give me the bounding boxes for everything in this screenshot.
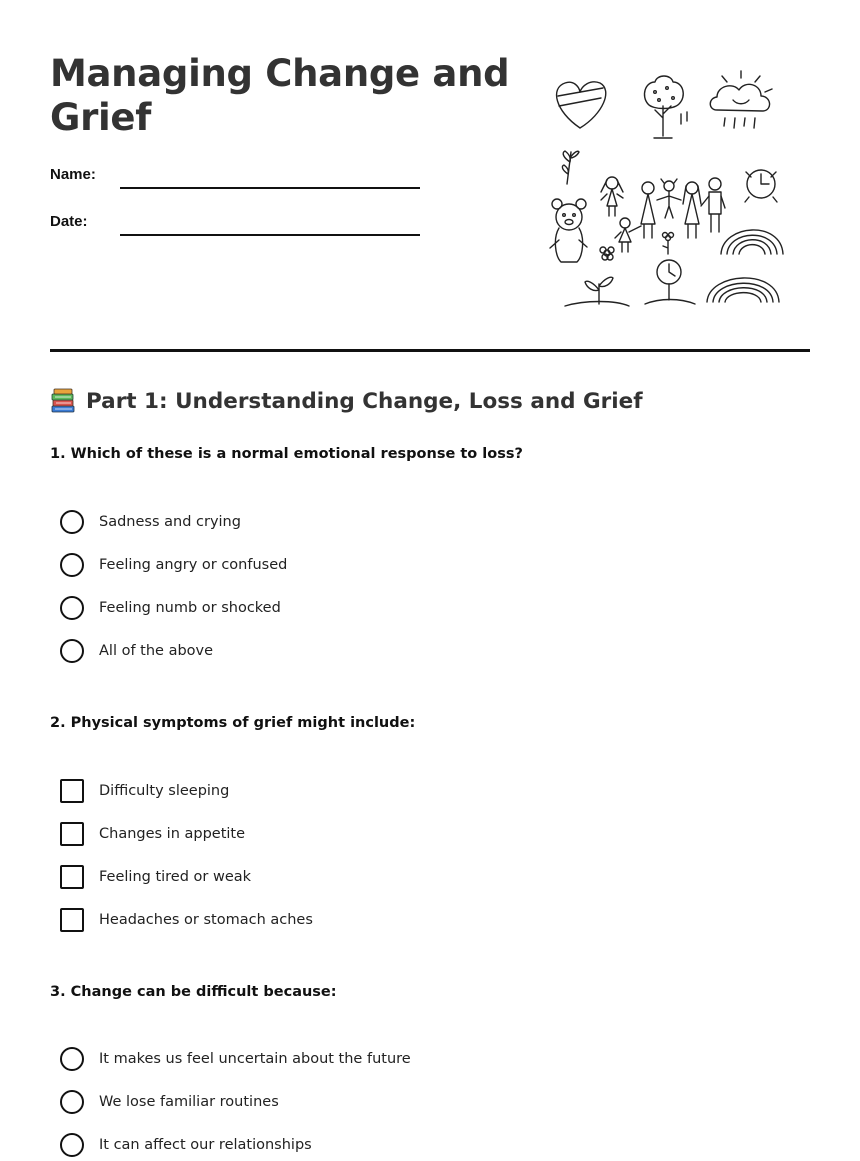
alarm-clock-icon xyxy=(745,170,777,202)
name-field[interactable] xyxy=(120,187,420,189)
option-label: It can affect our relationships xyxy=(99,1137,312,1153)
grief-doodles-illustration xyxy=(545,66,795,316)
radio-button[interactable] xyxy=(60,639,84,663)
option-label: Headaches or stomach aches xyxy=(99,912,313,928)
option-label: Sadness and crying xyxy=(99,514,241,530)
checkbox[interactable] xyxy=(60,865,84,889)
option-lose-familiar-routines[interactable] xyxy=(60,1089,279,1115)
option-headaches-or-stomach-aches[interactable] xyxy=(60,907,313,933)
radio-button[interactable] xyxy=(60,553,84,577)
option-all-of-the-above[interactable] xyxy=(60,638,213,664)
option-label: Feeling tired or weak xyxy=(99,869,252,885)
question-3: 3. Change can be difficult because: xyxy=(50,984,337,1000)
option-label: Changes in appetite xyxy=(99,826,246,842)
part1-heading xyxy=(50,388,643,414)
teddy-bear-icon xyxy=(550,199,587,262)
rainbow-icon xyxy=(721,230,783,254)
option-label: All of the above xyxy=(99,643,214,659)
checkbox[interactable] xyxy=(60,908,84,932)
option-difficulty-sleeping[interactable] xyxy=(60,778,229,804)
option-sadness-and-crying[interactable] xyxy=(60,509,241,535)
option-feeling-numb-or-shocked[interactable] xyxy=(60,595,281,621)
option-label: We lose familiar routines xyxy=(99,1094,279,1110)
sprout-icon xyxy=(565,277,629,306)
books-icon xyxy=(50,388,76,414)
name-label: Name: xyxy=(50,166,96,183)
family-holding-hands-icon xyxy=(601,177,725,252)
sprout-icon xyxy=(562,151,579,184)
question-1: 1. Which of these is a normal emotional response to loss? xyxy=(50,446,523,462)
option-label: Feeling angry or confused xyxy=(99,557,288,573)
worksheet-title: Managing Change and Grief xyxy=(50,52,510,139)
sun-cloud-icon xyxy=(710,71,772,128)
question-2: 2. Physical symptoms of grief might include: xyxy=(50,715,416,731)
option-feeling-tired-or-weak[interactable] xyxy=(60,864,251,890)
part1-title: Part 1: Understanding Change, Loss and Grief xyxy=(86,388,643,414)
section-divider xyxy=(50,349,810,352)
checkbox[interactable] xyxy=(60,822,84,846)
radio-button[interactable] xyxy=(60,1090,84,1114)
heart-icon xyxy=(557,82,606,128)
radio-button[interactable] xyxy=(60,510,84,534)
radio-button[interactable] xyxy=(60,1133,84,1157)
option-label: Feeling numb or shocked xyxy=(99,600,281,616)
radio-button[interactable] xyxy=(60,1047,84,1071)
option-affect-relationships[interactable] xyxy=(60,1132,312,1158)
option-feeling-angry-or-confused[interactable] xyxy=(60,552,287,578)
small-flower-icon xyxy=(600,233,674,261)
clock-icon xyxy=(645,260,695,304)
date-label: Date: xyxy=(50,213,88,230)
checkbox[interactable] xyxy=(60,779,84,803)
rainbow-icon xyxy=(707,278,779,302)
radio-button[interactable] xyxy=(60,596,84,620)
option-label: It makes us feel uncertain about the future xyxy=(99,1051,411,1067)
tree-icon xyxy=(644,76,687,138)
date-field[interactable] xyxy=(120,234,420,236)
option-uncertain-about-future[interactable] xyxy=(60,1046,411,1072)
option-changes-in-appetite[interactable] xyxy=(60,821,245,847)
option-label: Difficulty sleeping xyxy=(99,783,230,799)
